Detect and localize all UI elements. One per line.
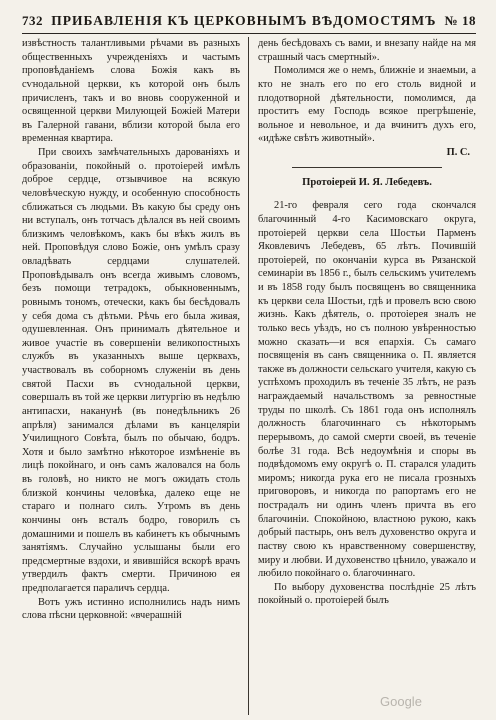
header-rule bbox=[22, 33, 476, 34]
page-number: 732 bbox=[22, 13, 43, 28]
quote-continuation: день бесѣдовахъ съ вами, и внезапу найде на мя страшный часъ смертный». bbox=[258, 38, 476, 63]
running-title: ПРИБАВЛЕНІЯ КЪ ЦЕРКОВНЫМЪ ВѢДОМОСТЯМЪ bbox=[51, 13, 437, 28]
issue-number: № 18 bbox=[444, 13, 476, 28]
obituary-paragraph-2: По выбору духовенства послѣдніе 25 лѣтъ покойный о. протоіерей былъ bbox=[258, 581, 476, 607]
page-header bbox=[22, 10, 476, 32]
column-divider bbox=[248, 37, 249, 715]
left-column bbox=[22, 37, 240, 717]
right-column bbox=[258, 37, 476, 717]
obituary-title: Протоіерей И. Я. Лебедевъ. bbox=[302, 176, 432, 188]
left-paragraph-1: извѣстность талантливыми рѣчами въ разныхъ общественныхъ учрежденіяхъ и частымъ проповѣданіемъ слова Божія какъ въ сѵнодальной церкви, къ которой онъ былъ причисленъ, такъ и во вновь сооруженной и освященной церкви Милующей Божіей Матери въ Галерной гавани, вблизи которой была его временная квартира. bbox=[22, 38, 240, 145]
google-watermark: Google bbox=[380, 694, 422, 709]
left-paragraph-2: При своихъ замѣчательныхъ дарованіяхъ и образованіи, покойный о. протоіерей имѣлъ доброе сердце, отзывчивое на всякую человѣческую нужду, и особенную способность сближаться съ людьми. Въ какую бы среду онъ ни вступалъ, онъ тотчасъ дѣлался въ ней своимъ близкимъ человѣкомъ, какъ бы вѣкъ жилъ въ ней. Проповѣдуя слово Божіе, онъ умѣлъ сразу овладѣвать сердцами слушателей. Проповѣдывалъ онъ всегда живымъ словомъ, безъ помощи тетрадокъ, обыкновеннымъ, ровнымъ тономъ, отечески, какъ бы бесѣдовалъ у себя дома съ дѣтьми. Рѣчь его была живая, одушевленная. Онъ принималъ дѣятельное и живое участіе въ совершеніи великопостныхъ службъ въ указанныхъ выше церквахъ, участвовалъ въ соборномъ служеніи въ день святой Пасхи въ сѵнодальной церкви, совершалъ въ той же церкви литургію въ недѣлю антипасхи, наканунѣ (въ понедѣльникъ 26 апрѣля) занимался дѣлами въ канцеляріи Училищного Совѣта, былъ по обычаю, бодръ. Хотя и было замѣтно нѣкоторое измѣненіе въ лицѣ покойнаго, и онъ самъ жаловался на боль въ головѣ, но никто не могъ ожидать столь близкой кончины человѣка, далеко еще не стараго и полнаго силъ. Утромъ въ день кончины онъ всталъ бодро, говорилъ съ домашними и пошелъ въ кабинетъ къ обычнымъ занятіямъ. Случайно услышаны были его предсмертные вздохи, и явившійся вскорѣ врачъ утвердилъ фактъ смерти. Причиною ея предполагается параличъ сердца. bbox=[22, 147, 240, 594]
obituary-paragraph-1: 21-го февраля сего года скончался благочинный 4-го Касимовскаго округа, протоіерей церкви села Шостьи Парменъ Яковлевичъ Лебедевъ, 65 лѣтъ. Почившій протоіерей, по окончаніи курса въ Рязанской семинаріи въ 1856 г., былъ сельскимъ учителемъ и въ 1858 году былъ посвященъ во священника къ церкви села Шостьи, гдѣ и провелъ всю свою жизнь. Какъ дѣятель, о. протоіерея зналъ не только весь уѣздъ, но съ полною увѣренностью можно сказать—и вся епархія. Съ самаго посвященія въ санъ священника о. П. является также въ должности сельскаго учителя, какую съ успѣхомъ проходилъ въ теченіе 35 лѣтъ, не разъ награждаемый начальствомъ за ревностные труды по школѣ. Съ 1861 года онъ исполнялъ должность благочиннаго съ нѣкоторымъ перерывомъ, до самой смерти своей, въ теченіе болѣе 31 года. Всѣ недоумѣнія и споры въ подвѣдомомъ ему округѣ о. П. старался уладить миромъ; никогда рука его не писала грозныхъ приговоровъ, и никогда по рапортамъ его не пострадалъ ни одинъ членъ причта въ его благочиніи. Спокойною, властною рукою, какъ добрый пастырь, онъ велъ духовенство округа и паству свою къ нравственному совершенству, миру и любви. И духовенство цѣнило, уважало и любило покойнаго о. благочиннаго. bbox=[258, 200, 476, 580]
section-divider bbox=[292, 167, 442, 168]
prayer-paragraph: Помолимся же о немъ, ближніе и знаемыи, а кто не зналъ его по его столь видной и плодотворной дѣятельности, помолимся, да проститъ ему Господь всякое прегрѣшеніе, вольное и невольное, и да вчинитъ духъ его, «идѣже свѣтъ животный». bbox=[258, 65, 476, 145]
left-paragraph-3: Вотъ ужъ истинно исполнились надъ нимъ слова пѣсни церковной: «вчерашній bbox=[22, 596, 240, 622]
author-signature: П. С. bbox=[446, 147, 470, 158]
